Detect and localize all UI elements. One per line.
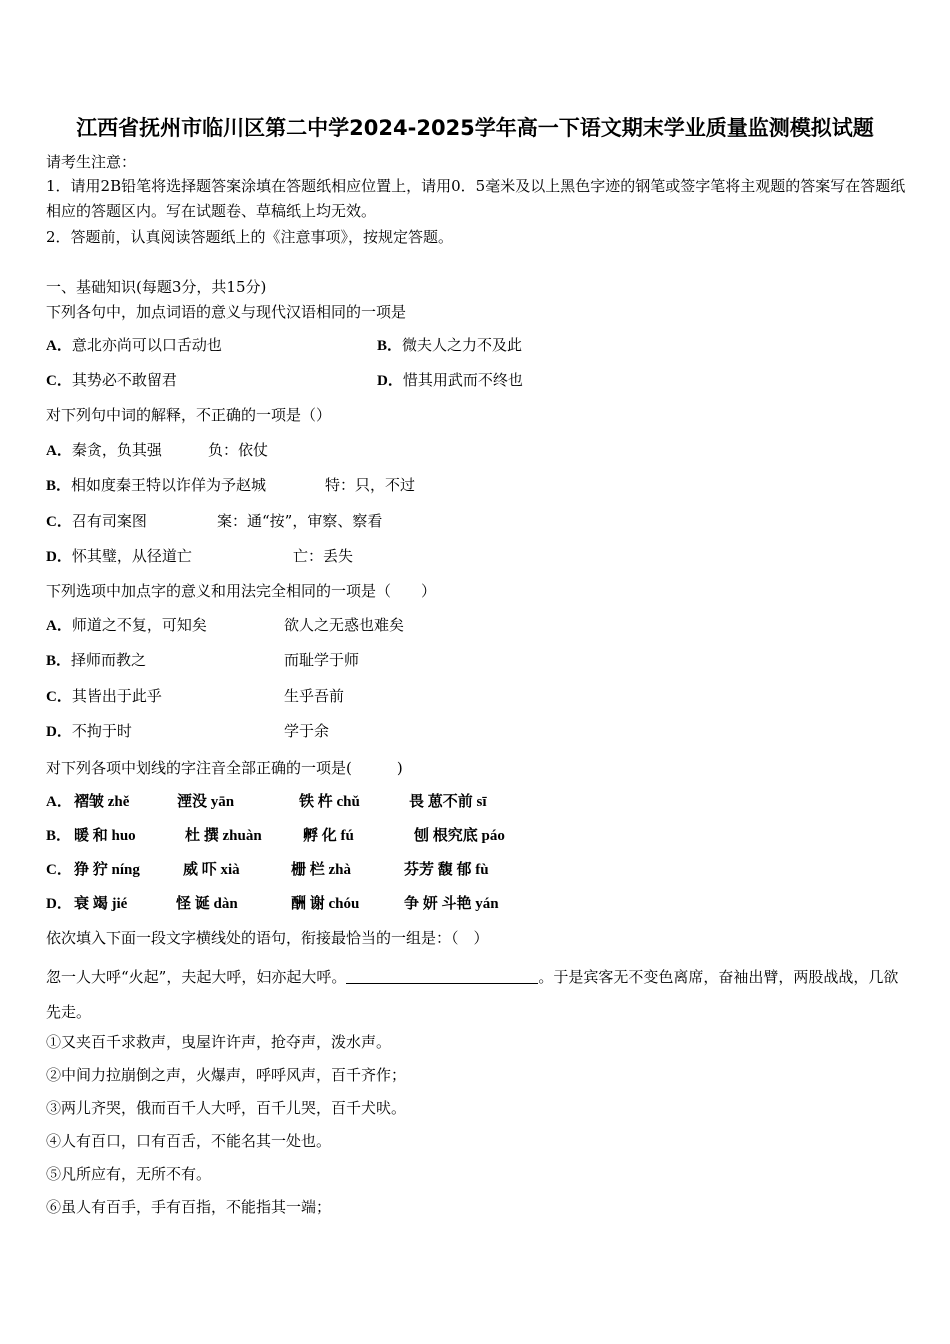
q4-d-item-1: 衰 竭 jié — [74, 896, 128, 912]
q4-a-item-1: 褶皱 zhě — [74, 794, 130, 810]
q4-b-item-4: 刨 根究底 páo — [414, 828, 505, 844]
q4-d-item-2: 怪 诞 dàn — [176, 896, 238, 912]
notice-item-1: 1．请用2B铅笔将选择题答案涂填在答题纸相应位置上，请用0．5毫米及以上黑色字迹的钢笔或签字笔将主观题的答案写在答题纸相应的答题区内。写在试题卷、草稿纸上均无效。 — [46, 177, 906, 220]
page-title: 江西省抚州市临川区第二中学2024-2025学年高一下语文期末学业质量监测模拟试题 — [76, 116, 874, 140]
q4-c-item-1: 狰 狞 níng — [74, 862, 140, 878]
q3-option-a-compare: 欲人之无惑也难矣 — [284, 616, 405, 634]
q5-passage: 忽一人大呼“火起”，夫起大呼，妇亦起大呼。 。于是宾客无不变色离席，奋袖出臂，两股战战，几欲先走。 — [46, 968, 899, 1021]
section-heading: 一、基础知识(每题3分，共15分) — [46, 278, 267, 296]
q2-option-a-gloss: 负：依仗 — [208, 441, 269, 459]
q1-option-a: A．意北亦尚可以口舌动也 — [46, 336, 222, 354]
q5-option-2: ②中间力拉崩倒之声，火爆声，呼呼风声，百千齐作； — [46, 1066, 407, 1084]
q5-option-5: ⑤凡所应有，无所不有。 — [46, 1165, 212, 1183]
q4-stem: 对下列各项中划线的字注音全部正确的一项是( ) — [46, 759, 403, 777]
q4-d-item-4: 争 妍 斗艳 yán — [404, 896, 499, 912]
q3-option-a: A．师道之不复，可知矣 — [46, 616, 207, 634]
q3-option-d: D．不拘于时 — [46, 722, 132, 740]
notice-heading: 请考生注意： — [46, 153, 137, 171]
q4-c-item-2: 威 吓 xià — [183, 862, 240, 878]
q2-option-a: A．秦贪，负其强 — [46, 441, 162, 459]
q3-option-b-compare: 而耻学于师 — [284, 651, 360, 669]
q1-option-c: C．其势必不敢留君 — [46, 371, 177, 389]
q5-option-3: ③两儿齐哭，俄而百千人大呼，百千儿哭，百千犬吠。 — [46, 1099, 407, 1117]
q1-option-b: B．微夫人之力不及此 — [377, 336, 523, 354]
q4-option-a-label: A． — [46, 794, 72, 810]
q1-stem: 下列各句中，加点词语的意义与现代汉语相同的一项是 — [46, 303, 407, 321]
q2-stem: 对下列句中词的解释，不正确的一项是（） — [46, 406, 332, 424]
q2-option-d: D．怀其璧，从径道亡 — [46, 547, 192, 565]
q4-a-item-2: 湮没 yān — [177, 794, 235, 810]
q4-option-d-label: D． — [46, 896, 72, 912]
q3-option-c-compare: 生乎吾前 — [284, 687, 345, 705]
q2-option-b: B．相如度秦王特以诈佯为予赵城 — [46, 476, 267, 494]
q4-option-b-label: B． — [46, 828, 72, 844]
q4-b-item-2: 杜 撰 zhuàn — [185, 828, 262, 844]
q4-d-item-3: 酬 谢 chóu — [291, 896, 360, 912]
q2-option-b-gloss: 特：只，不过 — [325, 476, 416, 494]
q5-option-4: ④人有百口，口有百舌，不能名其一处也。 — [46, 1132, 332, 1150]
q2-option-c: C．召有司案图 — [46, 512, 147, 530]
q3-option-b: B．择师而教之 — [46, 651, 147, 669]
q5-stem: 依次填入下面一段文字横线处的语句，衔接最恰当的一组是：（ ） — [46, 929, 489, 947]
q4-option-c-label: C． — [46, 862, 72, 878]
q4-c-item-3: 栅 栏 zhà — [291, 862, 352, 878]
q4-a-item-3: 铁 杵 chǔ — [299, 794, 360, 810]
q4-b-item-3: 孵 化 fú — [303, 828, 354, 844]
q4-b-item-1: 暖 和 huo — [74, 828, 136, 844]
q5-option-6: ⑥虽人有百手，手有百指，不能指其一端； — [46, 1198, 332, 1216]
notice-item-2: 2．答题前，认真阅读答题纸上的《注意事项》，按规定答题。 — [46, 228, 454, 246]
q3-option-c: C．其皆出于此乎 — [46, 687, 162, 705]
q1-option-d: D．惜其用武而不终也 — [377, 371, 523, 389]
q2-option-c-gloss: 案：通“按”，审察、察看 — [217, 512, 383, 530]
fill-blank — [346, 969, 538, 984]
q3-option-d-compare: 学于余 — [284, 722, 330, 740]
q2-option-d-gloss: 亡：丢失 — [293, 547, 354, 565]
q4-a-item-4: 畏 葸不前 sī — [409, 794, 487, 810]
q5-option-1: ①又夹百千求救声，曳屋许许声，抢夺声，泼水声。 — [46, 1033, 392, 1051]
q3-stem: 下列选项中加点字的意义和用法完全相同的一项是（ ） — [46, 582, 437, 600]
q4-c-item-4: 芬芳 馥 郁 fù — [404, 862, 489, 878]
